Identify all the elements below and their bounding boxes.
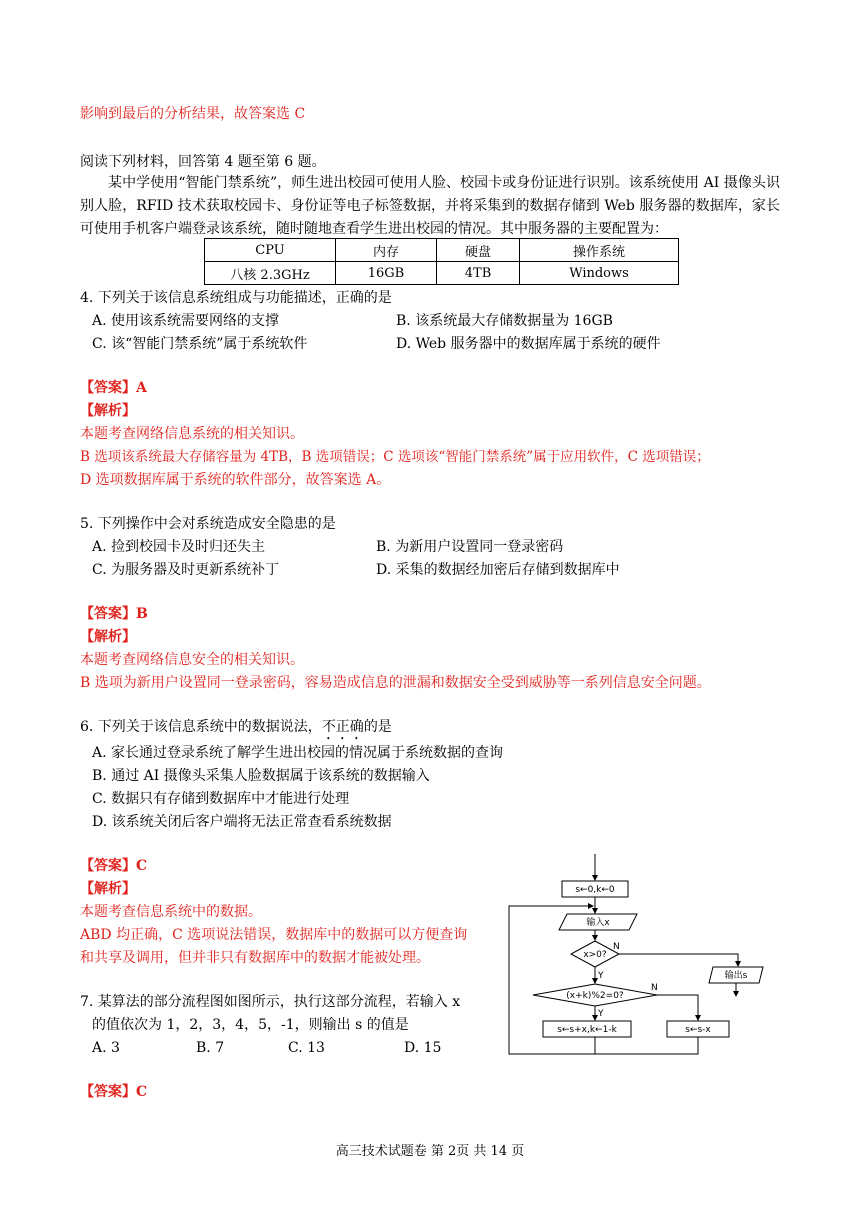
table-cell: Windows (520, 262, 679, 285)
q5-option-c: C. 为服务器及时更新系统补丁 (92, 562, 280, 578)
q4-answer: 【答案】A (80, 380, 147, 396)
proc-no-label: s←s-x (685, 1025, 711, 1035)
q5-option-d: D. 采集的数据经加密后存储到数据库中 (376, 562, 620, 578)
q5-option-a: A. 捡到校园卡及时归还失主 (92, 539, 266, 555)
q4-analysis-line: 本题考查网络信息系统的相关知识。 (80, 426, 304, 442)
table-cell: 4TB (437, 262, 520, 285)
q4-option-c: C. 该“智能门禁系统”属于系统软件 (92, 336, 308, 352)
q6-stem-pre: 6. 下列关于该信息系统中的数据说法， (80, 719, 322, 735)
table-header-cell: 硬盘 (437, 239, 520, 262)
q7-option-d: D. 15 (404, 1040, 442, 1056)
q4-analysis-line: D 选项数据库属于系统的软件部分，故答案选 A。 (80, 472, 391, 488)
q5-option-b: B. 为新用户设置同一登录密码 (376, 539, 564, 555)
q6-analysis-line: 和共享及调用，但并非只有数据库中的数据才能被处理。 (80, 950, 430, 966)
q5-analysis-line: 本题考查网络信息安全的相关知识。 (80, 652, 304, 668)
page-footer: 高三技术试题卷 第 2页 共 14 页 (335, 1144, 525, 1159)
q6-answer: 【答案】C (80, 858, 148, 874)
n2-label: N (651, 983, 658, 993)
y2-label: Y (598, 1009, 604, 1019)
q4-option-a: A. 使用该系统需要网络的支撑 (92, 313, 280, 329)
q7-option-a: A. 3 (92, 1040, 120, 1056)
q6-stem-emphasis: 不正确 (321, 719, 364, 735)
table-cell: 16GB (336, 262, 437, 285)
table-header-row (205, 239, 679, 262)
q6-analysis-label: 【解析】 (80, 881, 136, 897)
q7-stem-line-2: 的值依次为 1，2，3，4，5，-1，则输出 s 的值是 (92, 1017, 409, 1033)
q6-analysis-line: ABD 均正确，C 选项说法错误，数据库中的数据可以方便查询 (80, 927, 468, 943)
material-text: 某中学使用“智能门禁系统”，师生进出校园可使用人脸、校园卡或身份证进行识别。该系统使用 AI 摄像头识别人脸，RFID 技术获取校园卡、身份证等电子标签数据，并将采集到的数据存储到 Web 服务器的数据库，家长可使用手机客户端登录该系统，随时随地查看学生进出校园的情况。其中服务器的主要配置为： (80, 175, 780, 237)
q4-option-b: B. 该系统最大存储数据量为 16GB (396, 313, 613, 329)
proc-yes-label: s←s+x,k←1-k (557, 1025, 617, 1035)
algorithm-flowchart (505, 850, 770, 1060)
material-intro: 阅读下列材料，回答第 4 题至第 6 题。 (80, 154, 326, 170)
output-label: 输出s (724, 971, 748, 981)
input-label: 输入x (586, 918, 610, 928)
table-header-cell: 操作系统 (520, 239, 679, 262)
q4-option-d: D. Web 服务器中的数据库属于系统的硬件 (396, 336, 661, 352)
q6-analysis-line: 本题考查信息系统中的数据。 (80, 904, 262, 920)
q5-analysis-label: 【解析】 (80, 629, 136, 645)
q7-option-c: C. 13 (288, 1040, 325, 1056)
init-label: s←0,k←0 (575, 885, 615, 895)
previous-answer-tail: 影响到最后的分析结果，故答案选 C (80, 106, 306, 122)
q5-stem: 5. 下列操作中会对系统造成安全隐患的是 (80, 516, 336, 532)
q7-option-b: B. 7 (196, 1040, 225, 1056)
y1-label: Y (598, 971, 604, 981)
q4-stem: 4. 下列关于该信息系统组成与功能描述，正确的是 (80, 290, 392, 306)
table-cell: 八核 2.3GHz (205, 262, 336, 285)
cond2-label: (x+k)%2=0? (566, 991, 624, 1001)
table-header-cell: CPU (205, 239, 336, 262)
q6-option-a: A. 家长通过登录系统了解学生进出校园的情况属于系统数据的查询 (92, 745, 504, 761)
cond1-label: x>0? (583, 950, 607, 960)
q7-answer: 【答案】C (80, 1084, 148, 1100)
q4-analysis-label: 【解析】 (80, 403, 136, 419)
q5-answer: 【答案】B (80, 606, 148, 622)
q6-option-b: B. 通过 AI 摄像头采集人脸数据属于该系统的数据输入 (92, 768, 430, 784)
n1-label: N (613, 942, 620, 952)
q6-stem-post: 的是 (363, 719, 392, 735)
q6-option-d: D. 该系统关闭后客户端将无法正常查看系统数据 (92, 814, 392, 830)
q6-stem (80, 717, 392, 743)
table-row (205, 262, 679, 285)
q5-analysis-line: B 选项为新用户设置同一登录密码，容易造成信息的泄漏和数据安全受到威胁等一系列信息安全问题。 (80, 675, 711, 691)
server-config-table (204, 238, 679, 285)
q4-analysis-line: B 选项该系统最大存储容量为 4TB，B 选项错误；C 选项该“智能门禁系统”属于应用软件，C 选项错误； (80, 449, 710, 465)
table-header-cell: 内存 (336, 239, 437, 262)
q6-option-c: C. 数据只有存储到数据库中才能进行处理 (92, 791, 350, 807)
q7-stem-line-1: 7. 某算法的部分流程图如图所示，执行这部分流程，若输入 x (80, 994, 461, 1010)
